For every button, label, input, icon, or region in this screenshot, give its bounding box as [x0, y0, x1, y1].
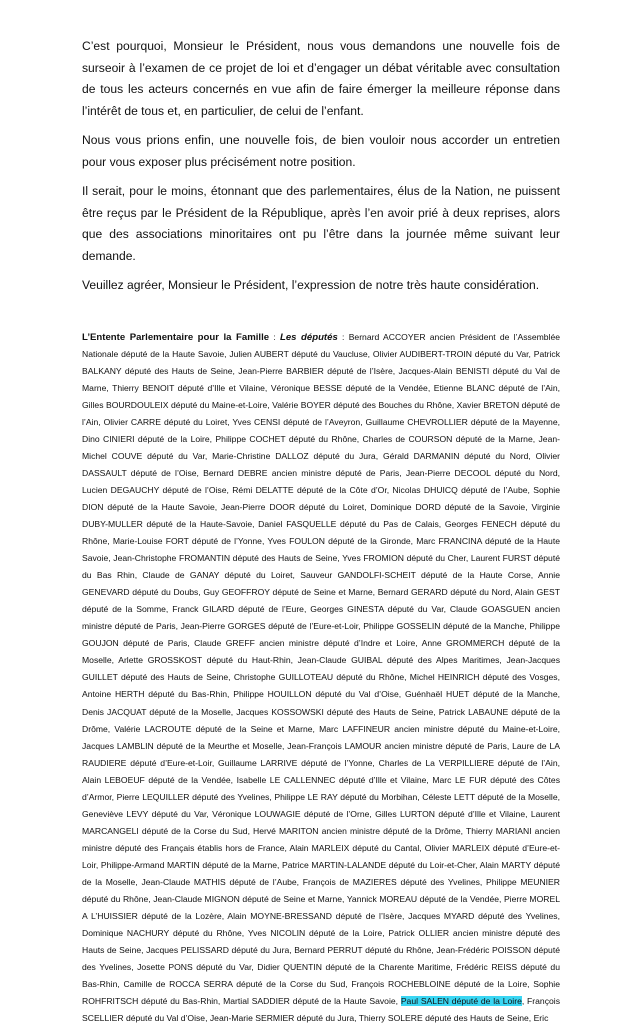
signatories-names-after: , François SCELLIER député du Val d’Oise, Jean-Marie SERMIER député du Jura, Thierry SOLERE député des Hauts de Seine, Eric	[82, 996, 560, 1023]
signatories-separator-2: :	[338, 332, 349, 342]
highlighted-signatory: Paul SALEN député de la Loire	[401, 996, 522, 1006]
signatories-subtitle: Les députés	[280, 332, 338, 343]
signatories-separator: :	[269, 332, 280, 342]
paragraph-entretien: Nous vous prions enfin, une nouvelle fois, de bien vouloir nous accorder un entretien pour vous exposer plus précisément notre position.	[82, 130, 560, 173]
paragraph-surseoir: C’est pourquoi, Monsieur le Président, nous vous demandons une nouvelle fois de surseoir à l’examen de ce projet de loi et d’engager un débat véritable avec consultation de tous les acteurs concernés en vue afin de faire émerger la meilleure réponse dans l’intérêt de tous et, en particulier, de celui de l’enfant.	[82, 36, 560, 122]
signatories-names-before: Bernard ACCOYER ancien Président de l’Assemblée Nationale député de la Haute Savoie, Julien AUBERT député du Vaucluse, Olivier AUDIBERT-TROIN député du Var, Patrick BALKANY député des Hauts de Seine, Jean-Pierre BARBIER député de l’Isère, Jacques-Alain BENISTI député du Val de Marne, Thierry BENOIT député d’Ille et Vilaine, Véronique BESSE député de la Vendée, Etienne BLANC député de l’Ain, Gilles BOURDOULEIX député du Maine-et-Loire, Valérie BOYER député des Bouches du Rhône, Xavier BRETON député de l’Ain, Olivier CARRE député du Loiret, Yves CENSI député de l’Aveyron, Guillaume CHEVROLLIER député de la Mayenne, Dino CINIERI député de la Loire, Philippe COCHET député du Rhône, Charles de COURSON député de la Marne, Jean-Michel COUVE député du Var, Marie-Christine DALLOZ député du Jura, Gérald DARMANIN député du Nord, Olivier DASSAULT député de l’Oise, Bernard DEBRE ancien ministre député de Paris, Jean-Pierre DECOOL député du Nord, Lucien DEGAUCHY député de l’Oise, Rémi DELATTE député de la Côte d’Or, Nicolas DHUICQ député de l’Aube, Sophie DION député de la Haute Savoie, Jean-Pierre DOOR député du Loiret, Dominique DORD député de la Savoie, Virginie DUBY-MULLER député de la Haute-Savoie, Daniel FASQUELLE député du Pas de Calais, Georges FENECH député du Rhône, Marie-Louise FORT député de l’Yonne, Yves FOULON député de la Gironde, Marc FRANCINA député de la Haute Savoie, Jean-Christophe FROMANTIN député des Hauts de Seine, Yves FROMION député du Cher, Laurent FURST député du Bas Rhin, Claude de GANAY député du Loiret, Sauveur GANDOLFI-SCHEIT député de la Haute Corse, Annie GENEVARD député du Doubs, Guy GEOFFROY député de Seine et Marne, Bernard GERARD député du Nord, Alain GEST député de la Somme, Franck GILARD député de l’Eure, Georges GINESTA député du Var, Claude GOASGUEN ancien ministre député de Paris, Jean-Pierre GORGES député de l’Eure-et-Loir, Philippe GOSSELIN député de la Manche, Philippe GOUJON député de Paris, Claude GREFF ancien ministre député d’Indre et Loire, Anne GROMMERCH député de la Moselle, Arlette GROSSKOST député du Haut-Rhin, Jean-Claude GUIBAL député des Alpes Maritimes, Jean-Jacques GUILLET député des Hauts de Seine, Christophe GUILLOTEAU député du Rhône, Michel HEINRICH député des Vosges, Antoine HERTH député du Bas-Rhin, Philippe HOUILLON député du Val d’Oise, Guénhaël HUET député de la Manche, Denis JACQUAT député de la Moselle, Jacques KOSSOWSKI député des Hauts de Seine, Patrick LABAUNE député de la Drôme, Valérie LACROUTE député de la Seine et Marne, Marc LAFFINEUR ancien ministre député du Maine-et-Loire, Jacques LAMBLIN député de la Meurthe et Moselle, Jean-François LAMOUR ancien ministre député de Paris, Laure de LA RAUDIERE député d’Eure-et-Loir, Guillaume LARRIVE député de l’Yonne, Charles de La VERPILLIERE député de l’Ain, Alain LEBOEUF député de la Vendée, Isabelle LE CALLENNEC député d’Ille et Vilaine, Marc LE FUR député des Côtes d’Armor, Pierre LEQUILLER député des Yvelines, Philippe LE RAY député du Morbihan, Céleste LETT député de la Moselle, Geneviève LEVY député du Var, Véronique LOUWAGIE député de l’Orne, Gilles LURTON député d’Ille et Vilaine, Laurent MARCANGELI député de la Corse du Sud, Hervé MARITON ancien ministre député de la Drôme, Thierry MARIANI ancien ministre député des Français établis hors de France, Alain MARLEIX député du Cantal, Olivier MARLEIX député d’Eure-et-Loir, Philippe-Armand MARTIN député de la Marne, Patrice MARTIN-LALANDE député du Loir-et-Cher, Alain MARTY député de la Moselle, Jean-Claude MATHIS député de l’Aube, François de MAZIERES député des Yvelines, Philippe MEUNIER député du Rhône, Jean-Claude MIGNON député de Seine et Marne, Yannick MOREAU député de la Vendée, Pierre MOREL A L’HUISSIER député de la Lozère, Alain MOYNE-BRESSAND député de l’Isère, Jacques MYARD député des Yvelines, Dominique NACHURY député du Rhône, Yves NICOLIN député de la Loire, Patrick OLLIER ancien ministre député des Hauts de Seine, Jacques PELISSARD député du Jura, Bernard PERRUT député du Rhône, Jean-Frédéric POISSON député des Yvelines, Josette PONS député du Var, Didier QUENTIN député de la Charente Maritime, Frédéric REISS député du Bas-Rhin, Camille de ROCCA SERRA député de la Corse du Sud, François ROCHEBLOINE député de la Loire, Sophie ROHFRITSCH député du Bas-Rhin, Martial SADDIER député de la Haute Savoie,	[82, 332, 560, 1007]
signatories-title: L’Entente Parlementaire pour la Famille	[82, 332, 269, 343]
paragraph-closing: Veuillez agréer, Monsieur le Président, l’expression de notre très haute considération.	[82, 275, 560, 297]
paragraph-president: Il serait, pour le moins, étonnant que des parlementaires, élus de la Nation, ne puissent être reçus par le Président de la République, après l’en avoir prié à deux reprises, alors que des associations minoritaires ont pu l’être dans la journée même suivant leur demande.	[82, 181, 560, 267]
signatories-list	[82, 329, 560, 1027]
